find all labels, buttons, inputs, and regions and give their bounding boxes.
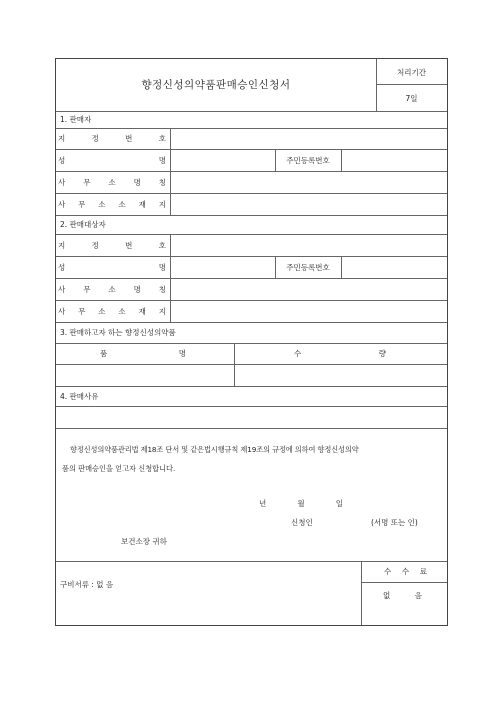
buyer-name-label: 성 명: [58, 263, 166, 272]
fee-label: 수 수 료: [384, 567, 427, 576]
section-drug-label: 3. 판매하고자 하는 향정신성의약품: [60, 328, 176, 337]
buyer-office-name-input[interactable]: [171, 279, 447, 300]
buyer-office-name-row: [56, 279, 447, 301]
signature-label: (서명 또는 인): [371, 518, 418, 527]
seller-office-name-label: 사 무 소 명 칭: [58, 178, 166, 187]
seller-name-input[interactable]: [171, 150, 275, 171]
seller-designation-row: [56, 129, 447, 150]
recipient-label: 보건소장 귀하: [121, 537, 167, 546]
declaration-line-1: 향정신성의약품관리법 제18조 단서 및 같은법시행규칙 제19조의 규정에 의하여 향정신성의약: [70, 445, 359, 454]
section-reason-label: 4. 판매사유: [60, 392, 99, 401]
declaration-line-2: 품의 판매승인을 얻고자 신청합니다.: [62, 464, 176, 473]
section-buyer-label: 2. 판매대상자: [60, 220, 106, 229]
form-header: [56, 59, 447, 112]
reason-input-row: [56, 407, 447, 429]
drug-table-row: [56, 365, 447, 387]
buyer-resident-input[interactable]: [342, 257, 447, 278]
processing-value: 7일: [405, 94, 418, 103]
section-buyer-header: [56, 216, 447, 235]
buyer-designation-label: 지 정 번 호: [58, 241, 166, 250]
buyer-resident-label: 주민등록번호: [286, 263, 330, 272]
drug-quantity-header: 수 량: [294, 349, 386, 358]
drug-quantity-input[interactable]: [235, 365, 447, 386]
fee-label-cell: [361, 562, 447, 583]
seller-office-address-label: 사 무 소 소 재 지: [58, 200, 166, 209]
application-form: [55, 58, 448, 626]
required-documents: 구비서류 : 없 음: [60, 580, 114, 589]
section-reason-header: [56, 387, 447, 407]
section-seller-header: [56, 112, 447, 129]
processing-label: 처리기간: [397, 68, 426, 77]
buyer-office-address-label: 사 무 소 소 재 지: [58, 307, 166, 316]
buyer-designation-row: [56, 235, 447, 257]
fee-value: 없 음: [383, 591, 422, 600]
buyer-name-input[interactable]: [171, 257, 275, 278]
drug-table-header: [56, 344, 447, 365]
drug-item-name-input[interactable]: [56, 365, 234, 386]
form-title: 향정신성의약품판매승인신청서: [141, 79, 291, 91]
declaration-date: 년 월 일: [259, 499, 343, 508]
seller-office-address-input[interactable]: [171, 194, 447, 215]
seller-office-name-input[interactable]: [171, 172, 447, 193]
drug-table-header-divider: [234, 344, 235, 364]
section-seller-label: 1. 판매자: [60, 115, 92, 124]
drug-item-name-header: 품 명: [100, 349, 186, 358]
reason-input[interactable]: [56, 407, 447, 428]
declaration-block: [56, 429, 447, 562]
form-footer: [56, 562, 447, 625]
buyer-office-name-label: 사 무 소 명 칭: [58, 285, 166, 294]
buyer-designation-input[interactable]: [171, 235, 447, 256]
applicant-label: 신청인: [291, 518, 313, 527]
seller-designation-label: 지 정 번 호: [58, 134, 166, 143]
seller-designation-input[interactable]: [171, 129, 447, 149]
seller-name-label: 성 명: [58, 156, 166, 165]
seller-resident-label: 주민등록번호: [286, 156, 330, 165]
seller-office-name-row: [56, 172, 447, 194]
seller-name-row: [56, 150, 447, 172]
section-drug-header: [56, 323, 447, 344]
buyer-name-row: [56, 257, 447, 279]
buyer-office-address-row: [56, 301, 447, 323]
seller-office-address-row: [56, 194, 447, 216]
seller-resident-input[interactable]: [342, 150, 447, 171]
processing-label-cell: [376, 59, 447, 85]
buyer-office-address-input[interactable]: [171, 301, 447, 322]
